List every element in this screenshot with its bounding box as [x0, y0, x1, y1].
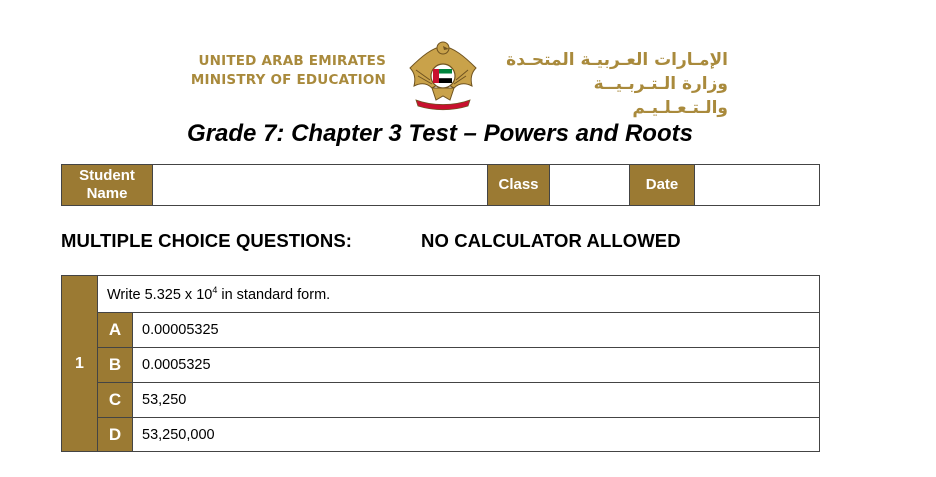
option-row-c[interactable] — [98, 383, 819, 418]
option-text: 53,250 — [142, 392, 187, 408]
option-row-b[interactable] — [98, 348, 819, 383]
option-letter: D — [98, 418, 133, 451]
calculator-note: NO CALCULATOR ALLOWED — [421, 230, 681, 251]
ministry-name-english — [160, 52, 386, 90]
option-letter: B — [98, 348, 133, 382]
option-text: 0.0005325 — [142, 357, 211, 373]
page-title: Grade 7: Chapter 3 Test – Powers and Roots — [187, 120, 693, 147]
ministry-name-en: MINISTRY OF EDUCATION — [190, 72, 386, 88]
date-field[interactable] — [694, 165, 819, 205]
question-number: 1 — [62, 276, 98, 451]
option-row-a[interactable] — [98, 313, 819, 348]
ministry-name-ar: وزارة الـتـربـيــة والـتـعـلـيـم — [593, 74, 728, 118]
option-letter: A — [98, 313, 133, 347]
student-name-label: Student Name — [62, 165, 152, 205]
stem-prefix: Write 5.325 x 10 — [107, 287, 213, 303]
class-field[interactable] — [549, 165, 630, 205]
ministry-name-arabic — [500, 48, 728, 120]
option-text: 53,250,000 — [142, 426, 215, 443]
option-letter: C — [98, 383, 133, 417]
option-row-d[interactable] — [98, 418, 819, 451]
student-name-field[interactable] — [152, 165, 488, 205]
country-name-ar: الإمـارات العـربيـة المتحـدة — [506, 50, 728, 70]
date-label: Date — [630, 165, 694, 205]
question-block — [61, 275, 820, 452]
stem-suffix: in standard form. — [217, 287, 331, 303]
uae-emblem-icon — [402, 38, 484, 112]
question-stem — [98, 276, 819, 313]
class-label: Class — [488, 165, 549, 205]
option-text: 0.00005325 — [142, 322, 219, 338]
student-info-table — [61, 164, 820, 206]
country-name-en: UNITED ARAB EMIRATES — [198, 53, 386, 69]
stem-exponent: 4 — [212, 285, 218, 296]
section-heading: MULTIPLE CHOICE QUESTIONS: — [61, 230, 353, 251]
